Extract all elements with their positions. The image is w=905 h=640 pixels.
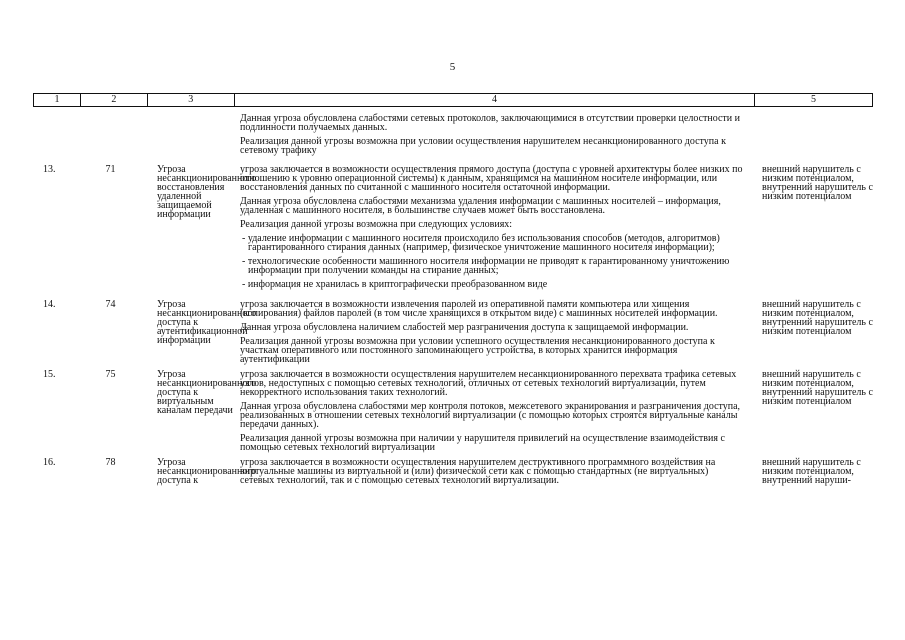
table-body <box>33 155 873 485</box>
header-col-2: 2 <box>81 94 148 106</box>
threats-table <box>33 93 873 485</box>
threat-code: 75 <box>105 369 116 380</box>
threat-name: Угроза несанкционированного доступа к виртуальным каналам передачи <box>157 369 257 416</box>
header-col-3: 3 <box>148 94 235 106</box>
threat-description <box>234 165 755 294</box>
violator-type: внешний нарушитель с низким потенциалом, внутренний наруши- <box>762 457 861 486</box>
description-paragraph: угроза заключается в возможности извлечения паролей из оперативной памяти компьютера или хищения (копирования) файлов паролей (в том числе хранящихся в открытом виде) с машинных носителей информации. <box>240 299 718 319</box>
continuation-paragraph: Данная угроза обусловлена слабостями сетевых протоколов, заключающимися в отсутствии проверки целостности и подлинности получаемых данных. <box>240 113 740 133</box>
threat-description <box>234 458 755 485</box>
threat-name: Угроза несанкционированного доступа к аутентификационной информации <box>157 299 257 346</box>
threat-code: 78 <box>105 457 116 468</box>
table-row <box>33 452 873 485</box>
row-number: 15. <box>43 369 56 380</box>
header-col-5: 5 <box>755 94 873 106</box>
description-paragraph: Данная угроза обусловлена слабостями мер контроля потоков, межсетевого экранирования и разграничения доступа, реализованных в отношении сетевых технологий виртуализации (с помощью которых строятся виртуальные каналы передачи данных). <box>240 401 741 430</box>
description-paragraph: Реализация данной угрозы возможна при условии успешного осуществления несанкционированного доступа к участкам оперативного или постоянного запоминающего устройства, в которых хранится информация аутентификации <box>240 336 715 365</box>
description-paragraph: Реализация данной угрозы возможна при следующих условиях: <box>240 219 513 230</box>
description-paragraph: Данная угроза обусловлена наличием слабостей мер разграничения доступа к защищаемой информации. <box>240 322 689 333</box>
header-col-1: 1 <box>34 94 81 106</box>
violator-type: внешний нарушитель с низким потенциалом, внутренний нарушитель с низким потенциалом <box>762 299 873 337</box>
page-number: 5 <box>449 61 456 73</box>
continuation-description <box>234 114 755 155</box>
table-row <box>33 294 873 364</box>
description-paragraph: Данная угроза обусловлена слабостями механизма удаления информации с машинных носителей – информация, удаленная с машинного носителя, в большинстве случаев может быть восстановлена. <box>240 196 721 216</box>
violator-type: внешний нарушитель с низким потенциалом, внутренний нарушитель с низким потенциалом <box>762 369 873 407</box>
description-paragraph: угроза заключается в возможности осуществления прямого доступа (доступа с уровней архитектуры более низких по отношению к уровню операционной системы) к данным, хранящимся на машинном носителе информации, или восстановления данных по считанной с машинного носителя остаточной информации. <box>240 164 743 193</box>
threat-name: Угроза несанкционированного доступа к <box>157 457 257 486</box>
table-row <box>33 155 873 294</box>
table-row <box>33 364 873 452</box>
row-number: 14. <box>43 299 56 310</box>
threat-code: 71 <box>105 164 116 175</box>
condition-bullet: - технологические особенности машинного носителя информации не приводят к гарантированному уничтожению информации при получении команды на стирание данных; <box>242 256 730 276</box>
threat-description <box>234 370 755 452</box>
description-paragraph: угроза заключается в возможности осуществления нарушителем несанкционированного перехвата трафика сетевых узлов, недоступных с помощью сетевых технологий, отличных от сетевых технологий виртуализации, путем некорректного использования таких технологий. <box>240 369 737 398</box>
continuation-row <box>33 107 873 155</box>
threat-name: Угроза несанкционированного восстановления удаленной защищаемой информации <box>157 164 257 220</box>
condition-bullet: - информация не хранилась в криптографически преобразованном виде <box>242 279 548 290</box>
continuation-paragraph: Реализация данной угрозы возможна при условии осуществления нарушителем несанкционированного доступа к сетевому трафику <box>240 136 726 156</box>
table-header-row <box>33 93 873 107</box>
violator-type: внешний нарушитель с низким потенциалом, внутренний нарушитель с низким потенциалом <box>762 164 873 202</box>
description-paragraph: угроза заключается в возможности осуществления нарушителем деструктивного программного воздействия на виртуальные машины из виртуальной и (или) физической сети как с помощью стандартных (не виртуальных) сетевых технологий, так и с помощью сетевых технологий виртуализации. <box>240 457 716 486</box>
threat-description <box>234 300 755 364</box>
threat-code: 74 <box>105 299 116 310</box>
header-col-4: 4 <box>235 94 755 106</box>
description-paragraph: Реализация данной угрозы возможна при наличии у нарушителя привилегий на осуществление взаимодействия с помощью сетевых технологий виртуализации <box>240 433 725 453</box>
row-number: 16. <box>43 457 56 468</box>
row-number: 13. <box>43 164 56 175</box>
condition-bullet: - удаление информации с машинного носителя происходило без использования способов (методов, алгоритмов) гарантированного стирания данных (например, физическое уничтожение машинного носителя информации); <box>242 233 720 253</box>
